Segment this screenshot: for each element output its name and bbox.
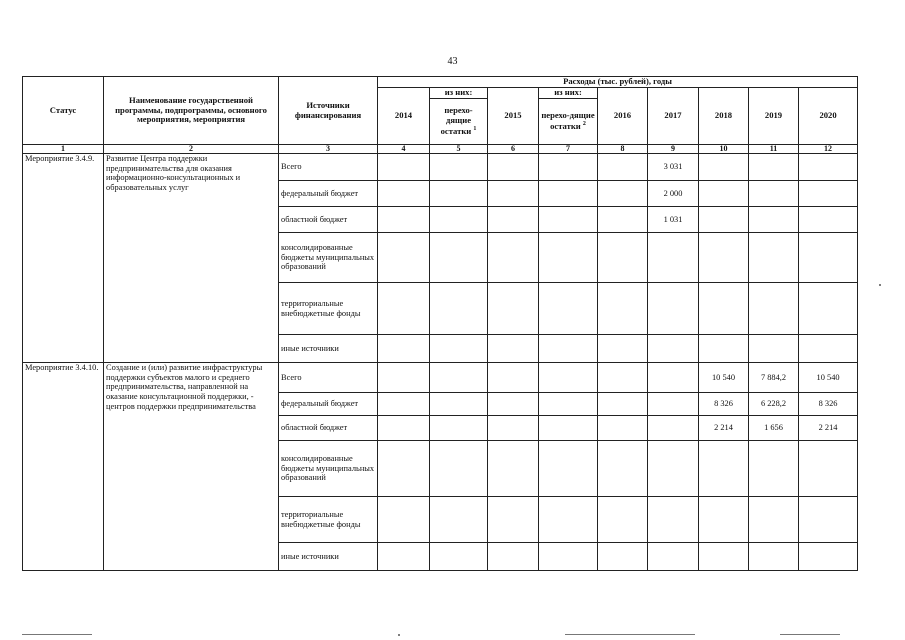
- header-perehod-1-text: перехо-дящие остатки: [440, 105, 473, 136]
- value-cell-p1: [430, 497, 488, 543]
- value-cell-v2020: [799, 283, 858, 335]
- value-cell-v2014: [378, 363, 430, 393]
- value-cell-v2017: [648, 233, 699, 283]
- value-cell-v2017: [648, 393, 699, 416]
- value-cell-v2019: [749, 233, 799, 283]
- value-cell-v2016: [598, 416, 648, 441]
- header-expenses: Расходы (тыс. рублей), годы: [378, 77, 858, 88]
- value-cell-p2: [539, 363, 598, 393]
- scan-edge-mark: [22, 634, 92, 635]
- value-cell-v2015: [488, 393, 539, 416]
- value-cell-v2015: [488, 363, 539, 393]
- value-cell-v2018: [699, 441, 749, 497]
- value-cell-v2016: [598, 154, 648, 181]
- value-cell-v2019: [749, 497, 799, 543]
- header-2017: 2017: [648, 88, 699, 145]
- header-perehod-2-text: перехо-дящие остатки: [541, 110, 595, 131]
- value-cell-v2019: [749, 543, 799, 571]
- value-cell-v2014: [378, 543, 430, 571]
- value-cell-p2: [539, 335, 598, 363]
- value-cell-v2019: 7 884,2: [749, 363, 799, 393]
- value-cell-p2: [539, 441, 598, 497]
- value-cell-v2017: 3 031: [648, 154, 699, 181]
- value-cell-v2015: [488, 416, 539, 441]
- value-cell-p1: [430, 283, 488, 335]
- value-cell-v2020: [799, 543, 858, 571]
- value-cell-v2016: [598, 233, 648, 283]
- value-cell-v2014: [378, 233, 430, 283]
- value-cell-v2018: [699, 233, 749, 283]
- value-cell-v2020: 8 326: [799, 393, 858, 416]
- value-cell-v2015: [488, 497, 539, 543]
- funding-source-cell: консолидированные бюджеты муниципальных образований: [279, 233, 378, 283]
- value-cell-v2014: [378, 393, 430, 416]
- value-cell-v2020: [799, 154, 858, 181]
- column-number: 1: [23, 145, 104, 154]
- value-cell-v2016: [598, 393, 648, 416]
- status-cell: Мероприятие 3.4.10.: [23, 363, 104, 571]
- value-cell-v2017: [648, 441, 699, 497]
- value-cell-v2015: [488, 181, 539, 207]
- value-cell-v2016: [598, 181, 648, 207]
- header-2020: 2020: [799, 88, 858, 145]
- value-cell-v2016: [598, 335, 648, 363]
- value-cell-v2020: [799, 335, 858, 363]
- header-2018: 2018: [699, 88, 749, 145]
- value-cell-p1: [430, 335, 488, 363]
- value-cell-v2019: [749, 207, 799, 233]
- value-cell-p1: [430, 441, 488, 497]
- value-cell-v2016: [598, 497, 648, 543]
- value-cell-v2016: [598, 283, 648, 335]
- value-cell-v2020: 2 214: [799, 416, 858, 441]
- value-cell-v2020: [799, 497, 858, 543]
- value-cell-v2018: [699, 335, 749, 363]
- value-cell-p1: [430, 543, 488, 571]
- table-header: [23, 77, 858, 154]
- value-cell-v2020: [799, 181, 858, 207]
- value-cell-p2: [539, 154, 598, 181]
- value-cell-v2020: 10 540: [799, 363, 858, 393]
- measure-name-cell: Создание и (или) развитие инфраструктуры поддержки субъектов малого и среднего предпринимательства, направленной на оказание консультационной поддержки, - центров поддержки предпринимательства: [104, 363, 279, 571]
- column-number: 12: [799, 145, 858, 154]
- value-cell-v2014: [378, 181, 430, 207]
- funding-source-cell: иные источники: [279, 543, 378, 571]
- header-2019: 2019: [749, 88, 799, 145]
- column-number: 8: [598, 145, 648, 154]
- value-cell-v2014: [378, 207, 430, 233]
- table-row: [23, 154, 858, 181]
- header-2014: 2014: [378, 88, 430, 145]
- value-cell-v2017: 2 000: [648, 181, 699, 207]
- column-number: 10: [699, 145, 749, 154]
- funding-source-cell: территориальные внебюджетные фонды: [279, 283, 378, 335]
- value-cell-p1: [430, 233, 488, 283]
- header-iz-nih-2: из них:: [539, 88, 598, 99]
- value-cell-v2018: [699, 154, 749, 181]
- funding-source-cell: областной бюджет: [279, 416, 378, 441]
- value-cell-v2019: 6 228,2: [749, 393, 799, 416]
- value-cell-v2020: [799, 441, 858, 497]
- value-cell-v2014: [378, 497, 430, 543]
- page-number: 43: [447, 56, 458, 67]
- value-cell-v2019: [749, 283, 799, 335]
- header-2015: 2015: [488, 88, 539, 145]
- funding-source-cell: иные источники: [279, 335, 378, 363]
- value-cell-v2014: [378, 154, 430, 181]
- funding-source-cell: федеральный бюджет: [279, 393, 378, 416]
- value-cell-p2: [539, 233, 598, 283]
- column-number: 4: [378, 145, 430, 154]
- value-cell-v2016: [598, 363, 648, 393]
- value-cell-p2: [539, 543, 598, 571]
- value-cell-v2015: [488, 154, 539, 181]
- value-cell-p2: [539, 416, 598, 441]
- value-cell-v2017: [648, 543, 699, 571]
- value-cell-v2019: 1 656: [749, 416, 799, 441]
- value-cell-v2017: [648, 416, 699, 441]
- measure-name-cell: Развитие Центра поддержки предпринимательства для оказания информационно-консультационных и образовательных услуг: [104, 154, 279, 363]
- value-cell-v2016: [598, 441, 648, 497]
- value-cell-v2019: [749, 154, 799, 181]
- header-perehod-2: [539, 99, 598, 145]
- value-cell-v2018: 10 540: [699, 363, 749, 393]
- value-cell-v2017: [648, 497, 699, 543]
- column-number: 3: [279, 145, 378, 154]
- column-number: 9: [648, 145, 699, 154]
- value-cell-v2018: [699, 497, 749, 543]
- value-cell-v2018: [699, 283, 749, 335]
- header-name: Наименование государственной программы, подпрограммы, основного мероприятия, мероприятия: [104, 77, 279, 145]
- value-cell-v2018: [699, 543, 749, 571]
- value-cell-v2019: [749, 335, 799, 363]
- value-cell-v2016: [598, 207, 648, 233]
- value-cell-p1: [430, 363, 488, 393]
- funding-source-cell: консолидированные бюджеты муниципальных образований: [279, 441, 378, 497]
- value-cell-v2018: 8 326: [699, 393, 749, 416]
- value-cell-v2015: [488, 283, 539, 335]
- value-cell-v2017: [648, 283, 699, 335]
- value-cell-p1: [430, 416, 488, 441]
- header-perehod-1: [430, 99, 488, 145]
- scan-speck: [398, 634, 400, 636]
- funding-source-cell: Всего: [279, 154, 378, 181]
- value-cell-p1: [430, 181, 488, 207]
- table-row: [23, 363, 858, 393]
- funding-source-cell: территориальные внебюджетные фонды: [279, 497, 378, 543]
- status-cell: Мероприятие 3.4.9.: [23, 154, 104, 363]
- scan-speck: [879, 284, 881, 286]
- value-cell-v2020: [799, 207, 858, 233]
- column-number: 11: [749, 145, 799, 154]
- footnote-2-marker: 2: [582, 121, 586, 128]
- header-status: Статус: [23, 77, 104, 145]
- column-number: 6: [488, 145, 539, 154]
- value-cell-v2015: [488, 441, 539, 497]
- scan-edge-mark: [780, 634, 840, 635]
- funding-source-cell: областной бюджет: [279, 207, 378, 233]
- value-cell-v2015: [488, 207, 539, 233]
- column-number: 7: [539, 145, 598, 154]
- value-cell-v2014: [378, 283, 430, 335]
- column-number-row: [23, 145, 858, 154]
- value-cell-p2: [539, 181, 598, 207]
- value-cell-v2015: [488, 543, 539, 571]
- header-iz-nih-1: из них:: [430, 88, 488, 99]
- value-cell-v2018: [699, 207, 749, 233]
- scan-edge-mark: [565, 634, 695, 635]
- value-cell-p2: [539, 283, 598, 335]
- value-cell-v2017: [648, 363, 699, 393]
- value-cell-v2014: [378, 335, 430, 363]
- value-cell-p2: [539, 207, 598, 233]
- footnote-1-marker: 1: [473, 126, 477, 132]
- value-cell-v2019: [749, 181, 799, 207]
- value-cell-v2019: [749, 441, 799, 497]
- value-cell-v2017: [648, 335, 699, 363]
- column-number: 2: [104, 145, 279, 154]
- value-cell-v2015: [488, 335, 539, 363]
- value-cell-p1: [430, 154, 488, 181]
- header-2016: 2016: [598, 88, 648, 145]
- header-sources: Источники финансирования: [279, 77, 378, 145]
- column-number: 5: [430, 145, 488, 154]
- value-cell-p1: [430, 393, 488, 416]
- value-cell-p2: [539, 497, 598, 543]
- value-cell-v2017: 1 031: [648, 207, 699, 233]
- expenses-table: [22, 76, 858, 571]
- value-cell-v2014: [378, 441, 430, 497]
- value-cell-v2020: [799, 233, 858, 283]
- value-cell-v2015: [488, 233, 539, 283]
- value-cell-p2: [539, 393, 598, 416]
- value-cell-v2014: [378, 416, 430, 441]
- funding-source-cell: Всего: [279, 363, 378, 393]
- value-cell-v2016: [598, 543, 648, 571]
- value-cell-p1: [430, 207, 488, 233]
- value-cell-v2018: [699, 181, 749, 207]
- value-cell-v2018: 2 214: [699, 416, 749, 441]
- funding-source-cell: федеральный бюджет: [279, 181, 378, 207]
- table-body: [23, 154, 858, 571]
